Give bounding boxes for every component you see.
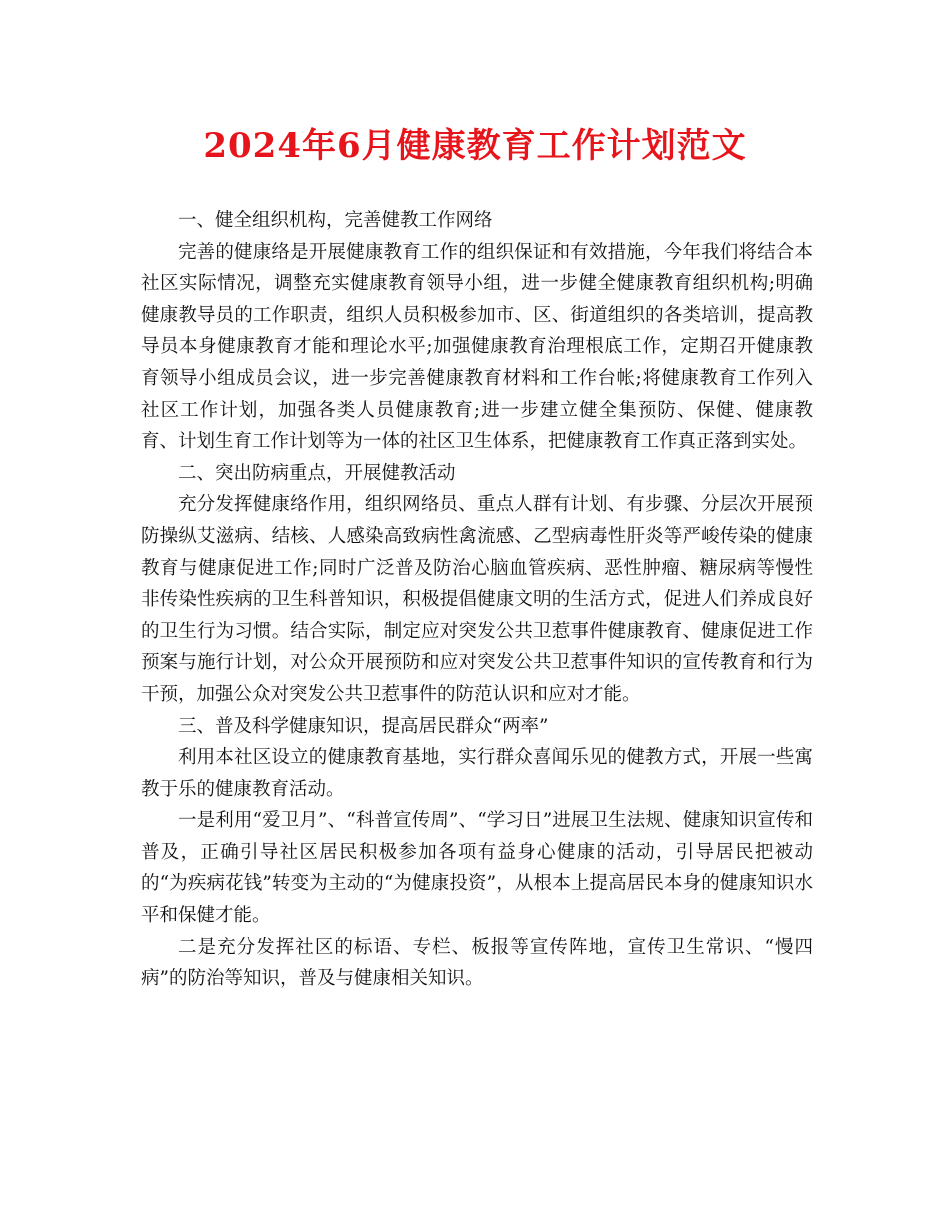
section-heading-2: 二、突出防病重点，开展健教活动: [178, 462, 456, 484]
paragraph-4: 一是利用“爱卫月”、“科普宣传周”、“学习日”进展卫生法规、健康知识宣传和普及，正确引导社区居民积极参加各项有益身心健康的活动，引导居民把被动的“为疾病花钱”转变为主动的“为健康投资”，从根本上提高居民本身的健康知识水平和保健才能。: [141, 810, 813, 927]
section-heading-3: 三、普及科学健康知识，提高居民群众“两率”: [178, 715, 549, 737]
paragraph-2: 充分发挥健康络作用，组织网络员、重点人群有计划、有步骤、分层次开展预防操纵艾滋病、结核、人感染高致病性禽流感、乙型病毒性肝炎等严峻传染的健康教育与健康促进工作;同时广泛普及防治心脑血管疾病、恶性肿瘤、糖尿病等慢性非传染性疾病的卫生科普知识，积极提倡健康文明的生活方式，促进人们养成良好的卫生行为习惯。结合实际，制定应对突发公共卫惹事件健康教育、健康促进工作预案与施行计划，对公众开展预防和应对突发公共卫惹事件知识的宣传教育和行为干预，加强公众对突发公共卫惹事件的防范认识和应对才能。: [141, 494, 813, 705]
document-title: 2024年6月健康教育工作计划范文: [203, 126, 747, 166]
document-body: [141, 205, 813, 995]
paragraph-1: 完善的健康络是开展健康教育工作的组织保证和有效措施，今年我们将结合本社区实际情况，调整充实健康教育领导小组，进一步健全健康教育组织机构;明确健康教导员的工作职责，组织人员积极参加市、区、街道组织的各类培训，提高教导员本身健康教育才能和理论水平;加强健康教育治理根底工作，定期召开健康教育领导小组成员会议，进一步完善健康教育材料和工作台帐;将健康教育工作列入社区工作计划，加强各类人员健康教育;进一步建立健全集预防、保健、健康教育、计划生育工作计划等为一体的社区卫生体系，把健康教育工作真正落到实处。: [141, 241, 813, 453]
section-heading-1: 一、健全组织机构，完善健教工作网络: [178, 210, 493, 231]
paragraph-5: 二是充分发挥社区的标语、专栏、板报等宣传阵地，宣传卫生常识、“慢四病”的防治等知识，普及与健康相关知识。: [141, 936, 813, 990]
paragraph-3: 利用本社区设立的健康教育基地，实行群众喜闻乐见的健教方式，开展一些寓教于乐的健康教育活动。: [141, 747, 813, 800]
